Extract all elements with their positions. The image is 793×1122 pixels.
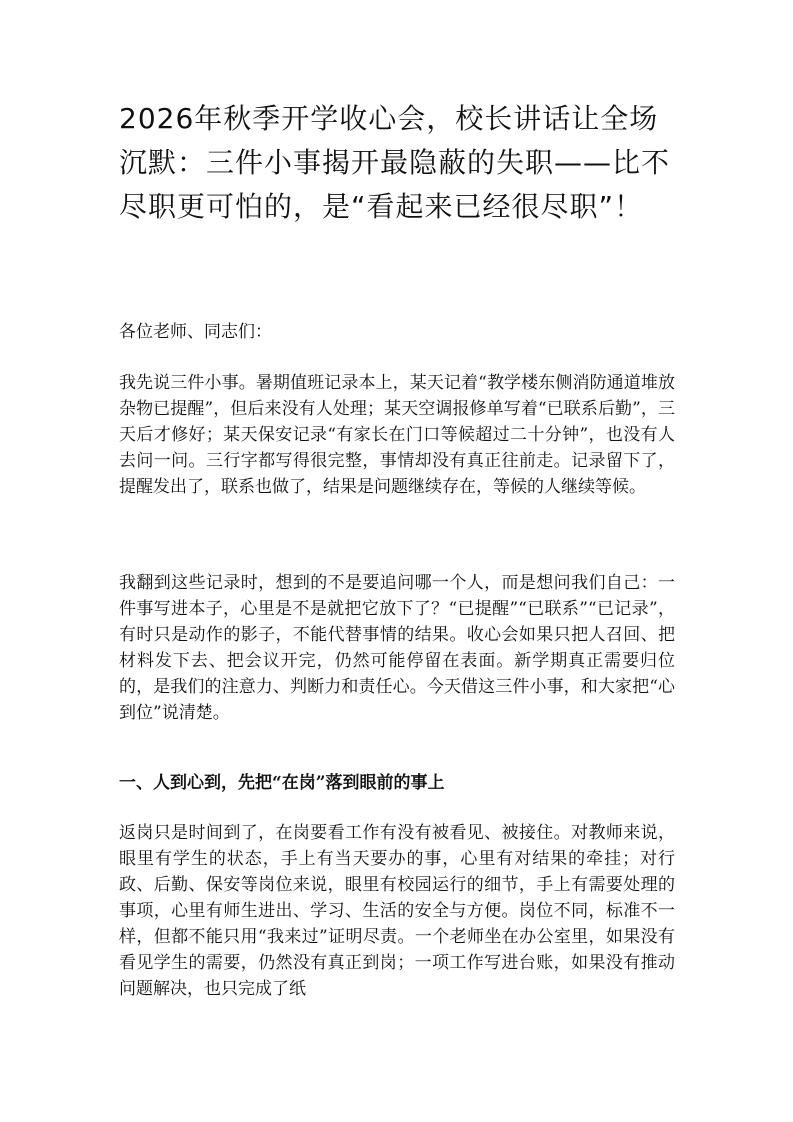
greeting: 各位老师、同志们：	[119, 322, 272, 342]
document-title: 2026年秋季开学收心会，校长讲话让全场沉默：三件小事揭开最隐蔽的失职——比不尽职更可怕的，是“看起来已经很尽职”！	[119, 102, 671, 223]
section-paragraph: 返岗只是时间到了，在岗要看工作有没有被看见、被接住。对教师来说，眼里有学生的状态，手上有当天要办的事，心里有对结果的牵挂；对行政、后勤、保安等岗位来说，眼里有校园运行的细节，手上有需要处理的事项，心里有师生进出、学习、生活的安全与方便。岗位不同，标准不一样，但都不能只用“我来过”证明尽责。一个老师坐在办公室里，如果没有看见学生的需要，仍然没有真正到岗；一项工作写进台账，如果没有推动问题解决，也只完成了纸	[119, 823, 675, 999]
section-heading: 一、人到心到，先把“在岗”落到眼前的事上	[119, 773, 445, 793]
paragraph-three-small-things: 我先说三件小事。暑期值班记录本上，某天记着“教学楼东侧消防通道堆放杂物已提醒”，但后来没有人处理；某天空调报修单写着“已联系后勤”，三天后才修好；某天保安记录“有家长在门口等候超过二十分钟”，也没有人去问一问。三行字都写得很完整，事情却没有真正往前走。记录留下了，提醒发出了，联系也做了，结果是问题继续存在，等候的人继续等候。	[119, 373, 675, 497]
paragraph-reflection: 我翻到这些记录时，想到的不是要追问哪一个人，而是想问我们自己：一件事写进本子，心里是不是就把它放下了？“已提醒”“已联系”“已记录”，有时只是动作的影子，不能代替事情的结果。收心会如果只把人召回、把材料发下去、把会议开完，仍然可能停留在表面。新学期真正需要归位的，是我们的注意力、判断力和责任心。今天借这三件小事，和大家把“心到位”说清楚。	[119, 573, 675, 723]
